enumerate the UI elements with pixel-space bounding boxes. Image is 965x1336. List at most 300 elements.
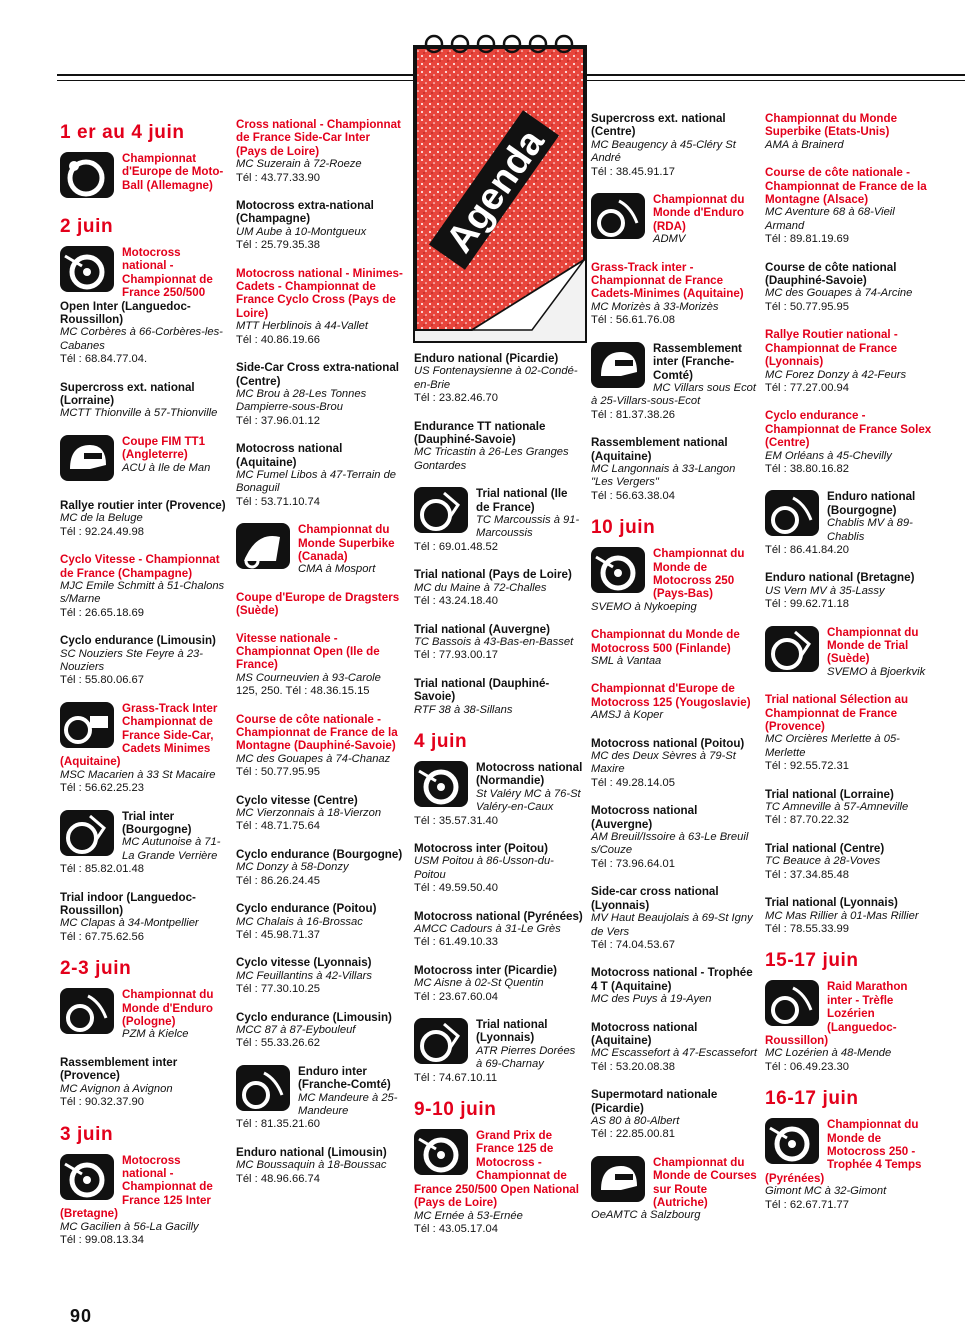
event-title: Championnat du Monde Superbike (Canada) — [298, 523, 395, 563]
motocross-icon — [591, 547, 645, 593]
event-phone: Tél : 56.62.25.23 — [60, 782, 144, 795]
agenda-entry — [414, 487, 584, 554]
event-phone: Tél : 53.20.08.38 — [591, 1060, 675, 1073]
event-phone: Tél : 45.98.71.37 — [236, 928, 320, 941]
event-phone: Tél : 06.49.23.30 — [765, 1060, 849, 1073]
event-title: Motocross national (Normandie) — [476, 760, 583, 788]
column-5 — [765, 112, 933, 1226]
event-phone: Tél : 40.86.19.66 — [236, 333, 320, 346]
event-club: MCTT Thionville à 57-Thionville — [60, 407, 218, 420]
event-club: MJC Emile Schmitt à 51-Chalons s/Marne — [60, 579, 225, 606]
agenda-entry — [236, 199, 404, 253]
event-club: MC Corbères à 66-Corbères-les-Cabanes — [60, 326, 223, 352]
event-club: AMSJ à Koper — [591, 709, 664, 722]
event-club: ADMV — [653, 233, 686, 246]
event-club: Chablis MV à 89-Chablis — [827, 517, 913, 543]
event-club: MC Aventure 68 à 68-Vieil Armand — [765, 206, 895, 232]
event-club: TC Bassois à 43-Bas-en-Basset — [414, 635, 574, 648]
event-club: SML à Vantaa — [591, 655, 662, 667]
agenda-entry — [236, 632, 404, 699]
agenda-entry — [414, 352, 584, 406]
agenda-entry — [236, 1146, 404, 1186]
event-phone: Tél : 85.82.01.48 — [60, 863, 144, 876]
event-phone: Tél : 26.65.18.69 — [60, 606, 144, 619]
event-club: EM Orléans à 45-Chevilly — [765, 449, 892, 462]
event-club: AMA à Brainerd — [765, 138, 844, 151]
event-phone: Tél : 81.37.38.26 — [591, 408, 675, 421]
event-title: Trial inter (Bourgogne) — [122, 809, 192, 836]
event-title: Enduro national (Picardie) — [414, 352, 559, 365]
event-club: OeAMTC à Salzbourg — [591, 1209, 701, 1222]
event-club: MC des Gouapes à 74-Arcine — [765, 287, 913, 300]
event-club: MC Mas Rillier à 01-Mas Rillier — [765, 909, 919, 922]
event-title: Motocross extra-national (Champagne) — [236, 199, 374, 226]
event-phone: Tél : 81.35.21.60 — [236, 1118, 320, 1131]
event-club: MC Chalais à 16-Brossac — [236, 915, 363, 928]
event-club: MSC Macarien à 33 St Macaire — [60, 768, 216, 781]
event-club: US Vern MV à 35-Lassy — [765, 584, 885, 597]
agenda-entry — [765, 112, 933, 152]
event-club: MC Forez Donzy à 42-Feurs — [765, 368, 907, 381]
agenda-entry — [236, 902, 404, 942]
agenda-entry — [414, 761, 584, 828]
agenda-entry — [60, 381, 228, 421]
event-phone: Tél : 55.80.06.67 — [60, 674, 144, 687]
event-phone: Tél : 50.77.95.95 — [765, 300, 849, 313]
event-phone: Tél : 69.01.48.52 — [414, 540, 498, 553]
agenda-entry — [591, 682, 757, 722]
event-phone: Tél : 56.63.38.04 — [591, 489, 675, 502]
event-phone: Tél : 61.49.10.33 — [414, 936, 498, 949]
agenda-entry — [591, 966, 757, 1006]
event-club: MC Ernée à 53-Ernée — [414, 1209, 523, 1222]
event-phone: Tél : 73.96.64.01 — [591, 857, 675, 870]
event-title: Motocross inter (Poitou) — [414, 841, 548, 855]
event-phone: Tél : 35.57.31.40 — [414, 814, 498, 827]
event-phone: Tél : 48.71.75.64 — [236, 820, 320, 833]
event-title: Motocross national (Aquitaine) — [236, 442, 343, 469]
agenda-entry — [60, 553, 228, 620]
agenda-entry — [765, 409, 933, 476]
agenda-entry — [236, 523, 404, 577]
agenda-entry — [765, 626, 933, 680]
event-title: Supermotard nationale (Picardie) — [591, 1088, 718, 1115]
event-title: Trial national (Lyonnais) — [476, 1018, 548, 1045]
agenda-entry — [591, 342, 757, 422]
agenda-entry — [236, 267, 404, 347]
agenda-entry — [765, 788, 933, 828]
agenda-entry — [765, 842, 933, 882]
agenda-entry — [414, 677, 584, 717]
agenda-entry — [236, 361, 404, 428]
event-phone: Tél : 92.24.49.98 — [60, 525, 144, 538]
event-title: Motocross national - Trophée 4 T (Aquitaine) — [591, 966, 753, 993]
event-phone: Tél : 77.30.10.25 — [236, 983, 320, 996]
column-1 — [60, 118, 228, 1261]
event-subtitle: Open Inter (Languedoc-Roussillon) — [60, 299, 191, 327]
trial-icon — [414, 487, 468, 533]
event-title: Trial national (Lorraine) — [765, 787, 894, 801]
event-title: Cyclo vitesse (Lyonnais) — [236, 956, 372, 970]
agenda-entry — [591, 547, 757, 614]
event-title: Motocross national - Championnat de France 125 Inter (Bretagne) — [60, 1153, 213, 1221]
date-heading: 10 juin — [591, 517, 656, 539]
agenda-label: Agenda — [438, 122, 553, 261]
event-title: Championnat du Monde Superbike (Etats-Unis) — [765, 112, 898, 139]
agenda-entry — [236, 591, 404, 618]
event-phone: Tél : 99.08.13.34 — [60, 1233, 144, 1246]
event-phone: Tél : 77.93.00.17 — [414, 649, 498, 662]
helmet-icon — [591, 1156, 645, 1202]
event-phone: 125, 250. Tél : 48.36.15.15 — [236, 685, 370, 698]
agenda-entry — [414, 964, 584, 1004]
event-title: Motocross national (Pyrénées) — [414, 909, 583, 923]
trial-icon — [414, 1018, 468, 1064]
agenda-entry — [236, 1065, 404, 1132]
event-phone: Tél : 50.77.95.95 — [236, 766, 320, 779]
enduro-icon — [60, 988, 114, 1034]
event-club: TC Amneville à 57-Amneville — [765, 801, 909, 814]
agenda-entry — [765, 328, 933, 395]
event-title: Endurance TT nationale (Dauphiné-Savoie) — [414, 419, 546, 447]
event-title: Grand Prix de France 125 de Motocross - Championnat de France 250/500 Open National (Pays de Loire) — [414, 1129, 579, 1210]
event-club: MC Escassefort à 47-Escassefort — [591, 1047, 758, 1060]
event-club: MCC 87 à 87-Eybouleuf — [236, 1023, 356, 1036]
event-club: MC Brou à 28-Les Tonnes Dampierre-sous-Brou — [236, 387, 367, 414]
event-title: Championnat d'Europe de Motocross 125 (Yougoslavie) — [591, 682, 751, 709]
event-phone: Tél : 38.80.16.82 — [765, 462, 849, 475]
event-club: MC Langonnais à 33-Langon "Les Vergers" — [591, 462, 736, 489]
agenda-entry — [591, 1088, 757, 1142]
event-phone: Tél : 99.62.71.18 — [765, 598, 849, 611]
enduro-icon — [236, 1065, 290, 1111]
event-club: MC Orcières Merlette à 05-Merlette — [765, 733, 900, 759]
event-title: Trial national (Ile de France) — [476, 487, 568, 514]
motocross-icon — [60, 246, 114, 292]
event-club: MS Courneuvien à 93-Carole — [236, 671, 381, 684]
enduro-icon — [591, 193, 645, 239]
event-club: AS 80 à 80-Albert — [591, 1114, 680, 1127]
event-club: MC Mandeure à 25-Mandeure — [298, 1091, 398, 1117]
event-phone: Tél : 68.84.77.04. — [60, 353, 148, 366]
agenda-entry — [414, 1129, 584, 1236]
agenda-entry — [60, 891, 228, 945]
motocross-icon — [765, 1118, 819, 1164]
column-4 — [591, 112, 757, 1237]
event-club: ACU à Ile de Man — [122, 461, 211, 474]
event-phone: Tél : 78.55.33.99 — [765, 922, 849, 935]
event-title: Motocross inter (Picardie) — [414, 963, 558, 977]
agenda-entry — [591, 804, 757, 871]
event-title: Course de côte nationale - Championnat de France de la Montagne (Alsace) — [765, 166, 927, 207]
trial-icon — [60, 810, 114, 856]
event-title: Cyclo endurance (Limousin) — [236, 1010, 392, 1024]
agenda-entry — [60, 810, 228, 877]
event-phone: Tél : 25.79.35.38 — [236, 239, 320, 252]
event-title: Cyclo endurance (Bourgogne) — [236, 847, 403, 861]
event-title: Rassemblement inter (Franche-Comté) — [653, 341, 742, 382]
agenda-entry — [591, 436, 757, 503]
date-heading: 2 juin — [60, 216, 114, 237]
event-title: Championnat du Monde d'Enduro (Pologne) — [122, 988, 214, 1029]
event-title: Championnat du Monde de Courses sur Route (Autriche) — [653, 1155, 757, 1209]
event-club: MC Aisne à 02-St Quentin — [414, 977, 544, 990]
event-phone: Tél : 49.28.14.05 — [591, 776, 675, 789]
agenda-entry — [765, 490, 933, 557]
agenda-entry — [765, 166, 933, 246]
event-phone: Tél : 23.82.46.70 — [414, 392, 498, 405]
event-phone: Tél : 74.04.53.67 — [591, 938, 675, 951]
event-club: MC Feuillantins à 42-Villars — [236, 969, 372, 982]
event-title: Raid Marathon inter - Trèfle Lozérien (Languedoc-Roussillon) — [765, 980, 908, 1047]
event-title: Coupe FIM TT1 (Angleterre) — [122, 434, 206, 462]
enduro-icon — [765, 980, 819, 1026]
event-club: MC Fumel Libos à 47-Terrain de Bonaguil — [236, 468, 397, 495]
agenda-entry — [236, 794, 404, 834]
event-club: SVEMO à Bjoerkvik — [827, 665, 926, 678]
trial-icon — [765, 626, 819, 672]
event-phone: Tél : 37.34.85.48 — [765, 868, 849, 881]
event-club: TC Beauce à 28-Voves — [765, 855, 881, 868]
event-club: CMA à Mosport — [298, 563, 376, 576]
agenda-entry — [236, 713, 404, 780]
event-title: Supercross ext. national (Centre) — [591, 112, 726, 139]
agenda-entry — [414, 568, 584, 608]
event-club: US Fontenaysienne à 02-Condé-en-Brie — [414, 365, 578, 391]
event-phone: Tél : 55.33.26.62 — [236, 1037, 320, 1050]
event-title: Vitesse nationale - Championnat Open (Ile de France) — [236, 631, 380, 672]
event-title: Enduro national (Bourgogne) — [827, 490, 916, 517]
agenda-entry — [591, 737, 757, 791]
event-phone: Tél : 43.77.33.90 — [236, 171, 320, 184]
event-title: Coupe d'Europe de Dragsters (Suède) — [236, 590, 400, 618]
column-3 — [414, 352, 584, 1250]
event-phone: Tél : 22.85.00.81 — [591, 1128, 675, 1141]
event-phone: Tél : 43.05.17.04 — [414, 1222, 498, 1235]
motocross-icon — [60, 1154, 114, 1200]
event-club: MC de la Beluge — [60, 512, 143, 525]
agenda-entry — [765, 571, 933, 611]
event-title: Cyclo endurance (Limousin) — [60, 634, 216, 648]
event-club: Gimont MC à 32-Gimont — [765, 1185, 887, 1198]
event-title: Championnat du Monde de Motocross 250 - Trophée 4 Temps (Pyrénées) — [765, 1118, 922, 1185]
event-phone: Tél : 62.67.71.77 — [765, 1198, 849, 1211]
event-club: UM Aube à 10-Montgueux — [236, 225, 367, 238]
event-club: St Valéry MC à 76-St Valéry-en-Caux — [476, 787, 581, 814]
date-heading: 4 juin — [414, 730, 468, 752]
helmet-icon — [591, 342, 645, 388]
event-title: Trial national (Dauphiné-Savoie) — [414, 676, 550, 704]
event-club: MC Boussaquin à 18-Boussac — [236, 1159, 387, 1172]
agenda-entry — [236, 956, 404, 996]
date-heading: 9-10 juin — [414, 1099, 497, 1121]
event-club: MC Avignon à Avignon — [60, 1082, 173, 1095]
motocross-icon — [414, 1129, 468, 1175]
event-club: MC du Maine à 72-Challes — [414, 581, 547, 594]
event-club: PZM à Kielce — [122, 1028, 189, 1041]
event-title: Course de côte nationale - Championnat de France de la Montagne (Dauphiné-Savoie) — [236, 712, 398, 753]
event-club: MTT Herblinois à 44-Vallet — [236, 320, 369, 333]
column-2 — [236, 118, 404, 1200]
event-club: MC Gacilien à 56-La Gacilly — [60, 1220, 199, 1233]
event-title: Cross national - Championnat de France Side-Car Inter (Pays de Loire) — [236, 118, 401, 158]
event-club: MC Morizès à 33-Morizès — [591, 300, 719, 313]
event-phone: Tél : 87.70.22.32 — [765, 814, 849, 827]
agenda-entry — [60, 1154, 228, 1248]
agenda-entry — [414, 1018, 584, 1085]
event-title: Grass-Track Inter Championnat de France Side-Car, Cadets Minimes (Aquitaine) — [60, 701, 218, 769]
event-phone: Tél : 92.55.72.31 — [765, 760, 849, 773]
agenda-entry — [60, 1056, 228, 1110]
event-club: AM Breuil/Issoire à 63-Le Breuil s/Couze — [591, 831, 749, 857]
event-title: Cyclo vitesse (Centre) — [236, 793, 358, 807]
event-phone: Tél : 90.32.37.90 — [60, 1096, 144, 1109]
agenda-entry — [60, 634, 228, 688]
event-title: Motocross national (Aquitaine) — [591, 1020, 698, 1047]
event-title: Grass-Track inter - Championnat de France Cadets-Minimes (Aquitaine) — [591, 260, 744, 301]
event-title: Rassemblement inter (Provence) — [60, 1055, 178, 1083]
event-club: MC des Gouapes à 74-Chanaz — [236, 752, 391, 765]
event-title: Side-Car Cross extra-national (Centre) — [236, 361, 400, 388]
agenda-entry — [236, 1011, 404, 1051]
event-title: Championnat du Monde de Motocross 500 (Finlande) — [591, 628, 740, 655]
event-phone: Tél : 86.41.84.20 — [765, 543, 849, 556]
event-club: MC Beaugency à 45-Cléry St André — [591, 138, 736, 165]
agenda-entry — [414, 842, 584, 896]
agenda-entry — [765, 896, 933, 936]
event-club: MC Clapas à 34-Montpellier — [60, 917, 199, 930]
superbike-icon — [236, 523, 290, 569]
agenda-entry — [591, 193, 757, 247]
agenda-entry — [60, 246, 228, 367]
event-title: Championnat d'Europe de Moto-Ball (Allemagne) — [122, 152, 224, 192]
helmet-icon — [60, 435, 114, 481]
event-club: MC Autunoise à 71-La Grande Verrière — [122, 836, 221, 862]
agenda-entry — [591, 261, 757, 328]
event-phone: Tél : 86.26.24.45 — [236, 874, 320, 887]
event-title: Motocross national (Poitou) — [591, 736, 745, 750]
agenda-notepad — [412, 30, 588, 350]
agenda-entry — [414, 623, 584, 663]
event-title: Motocross national - Championnat de France 250/500 — [122, 246, 213, 300]
event-club: MC Villars sous Ecot à 25-Villars-sous-Ecot — [591, 381, 756, 408]
event-title: Enduro national (Bretagne) — [765, 571, 915, 585]
event-club: AMCC Cadours à 31-Le Grès — [414, 923, 561, 935]
date-heading: 3 juin — [60, 1123, 114, 1145]
enduro-icon — [765, 490, 819, 536]
agenda-entry — [591, 628, 757, 668]
event-phone: Tél : 37.96.01.12 — [236, 414, 320, 427]
date-heading: 2-3 juin — [60, 958, 132, 980]
event-title: Rallye routier inter (Provence) — [60, 498, 226, 512]
event-title: Championnat du Monde de Motocross 250 (Pays-Bas) — [653, 547, 745, 601]
event-club: TC Marcoussis à 91-Marcoussis — [476, 514, 580, 540]
event-title: Trial national (Auvergne) — [414, 622, 550, 636]
motocross-icon — [414, 761, 468, 807]
agenda-entry — [60, 702, 228, 796]
event-title: Side-car cross national (Lyonnais) — [591, 885, 719, 912]
date-heading: 1 er au 4 juin — [60, 122, 185, 143]
event-title: Trial indoor (Languedoc-Roussillon) — [60, 890, 196, 918]
agenda-entry — [236, 118, 404, 185]
event-club: MV Haut Beaujolais à 69-St Igny de Vers — [591, 912, 753, 938]
event-club: MC Suzerain à 72-Roeze — [236, 158, 362, 171]
event-phone: Tél : 49.59.50.40 — [414, 882, 498, 895]
agenda-entry — [414, 910, 584, 950]
agenda-entry — [591, 1021, 757, 1075]
event-phone: Tél : 67.75.62.56 — [60, 930, 144, 943]
event-phone: Tél : 38.45.91.17 — [591, 165, 675, 178]
event-phone: Tél : 53.71.10.74 — [236, 495, 320, 508]
agenda-entry — [60, 152, 228, 202]
event-title: Cyclo Vitesse - Championnat de France (Champagne) — [60, 553, 220, 580]
event-title: Championnat du Monde de Trial (Suède) — [827, 625, 919, 666]
event-title: Trial national (Pays de Loire) — [414, 568, 572, 582]
agenda-entry — [765, 693, 933, 773]
agenda-entry — [236, 848, 404, 888]
event-title: Rassemblement national (Aquitaine) — [591, 436, 728, 463]
event-club: MC des Puys à 19-Ayen — [591, 993, 712, 1006]
agenda-notepad-drawing — [412, 30, 588, 350]
event-phone: Tél : 74.67.10.11 — [414, 1071, 498, 1084]
agenda-entry — [591, 112, 757, 179]
event-title: Rallye Routier national - Championnat de France (Lyonnais) — [765, 328, 898, 369]
event-title: Trial national (Centre) — [765, 841, 885, 855]
event-phone: Tél : 77.27.00.94 — [765, 381, 849, 394]
event-club: RTF 38 à 38-Sillans — [414, 703, 513, 716]
agenda-entry — [60, 435, 228, 485]
event-title: Motocross national - Minimes-Cadets - Championnat de France Cyclo Cross (Pays de Loire) — [236, 266, 403, 320]
event-club: MC Lozérien à 48-Mende — [765, 1047, 892, 1060]
agenda-entry — [60, 988, 228, 1042]
agenda-entry — [765, 980, 933, 1074]
event-title: Enduro inter (Franche-Comté) — [298, 1064, 391, 1092]
event-club: USM Poitou à 86-Usson-du-Poitou — [414, 855, 554, 881]
event-title: Enduro national (Limousin) — [236, 1145, 387, 1159]
event-title: Course de côte national (Dauphiné-Savoie) — [765, 260, 897, 288]
event-club: MC Tricastin à 26-Les Granges Gontardes — [414, 446, 569, 472]
event-phone: Tél : 43.24.18.40 — [414, 595, 498, 608]
agenda-entry — [591, 1156, 757, 1223]
event-phone: Tél : 89.81.19.69 — [765, 233, 849, 246]
event-club: SVEMO à Nykoeping — [591, 600, 697, 613]
agenda-entry — [414, 420, 584, 474]
event-title: Cyclo endurance (Poitou) — [236, 902, 377, 916]
page-number: 90 — [70, 1306, 93, 1326]
event-club: MC des Deux Sèvres à 79-St Maxire — [591, 750, 736, 776]
event-phone: Tél : 23.67.60.04 — [414, 990, 498, 1003]
event-phone: Tél : 48.96.66.74 — [236, 1172, 320, 1185]
agenda-entry — [765, 1118, 933, 1212]
event-phone: Tél : 56.61.76.08 — [591, 314, 675, 327]
agenda-entry — [765, 261, 933, 315]
event-title: Trial national (Lyonnais) — [765, 896, 898, 910]
date-heading: 16-17 juin — [765, 1088, 859, 1110]
event-title: Championnat du Monde d'Enduro (RDA) — [653, 193, 745, 233]
event-title: Motocross national (Auvergne) — [591, 804, 698, 831]
event-club: ATR Pierres Dorées à 69-Charnay — [476, 1044, 576, 1071]
event-club: MC Vierzonnais à 18-Vierzon — [236, 807, 382, 820]
agenda-entry — [60, 499, 228, 539]
event-club: MC Donzy à 58-Donzy — [236, 861, 349, 874]
event-club: SC Nouziers Ste Feyre à 23-Nouziers — [60, 647, 204, 673]
sidecar-icon — [60, 702, 114, 748]
motoball-icon — [60, 152, 114, 198]
agenda-entry — [236, 442, 404, 509]
event-title: Cyclo endurance - Championnat de France Solex (Centre) — [765, 409, 932, 450]
event-title: Supercross ext. national (Lorraine) — [60, 380, 195, 408]
event-title: Trial national Sélection au Championnat de France (Provence) — [765, 693, 909, 734]
